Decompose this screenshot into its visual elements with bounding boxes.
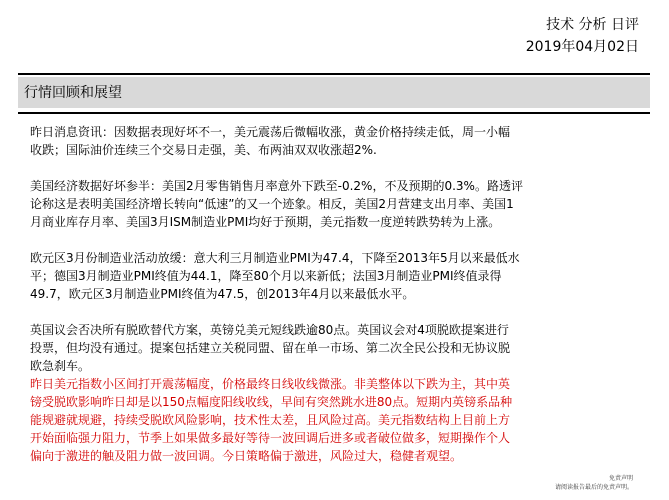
report-body [30,123,632,465]
section-title: 行情回顾和展望 [24,85,122,101]
news-paragraph: 昨日消息资讯：因数据表现好坏不一，美元震荡后微幅收涨，黄金价格持续走低，周一小幅 收跌；国际油价连续三个交易日走强，美、布两油双双收涨超2%. [30,125,511,157]
section-bottom-rule [18,112,650,114]
disclaimer-note [555,474,633,492]
us-economy-paragraph: 美国经济数据好坏参半：美国2月零售销售月率意外下跌至-0.2%，不及预期的0.3%。路透评 论称这是表明美国经济增长转向“低速”的又一个迹象。相反，美国2月营建支出月率、美国1 月商业库存月率、美国3月ISM制造业PMI均好于预期，美元指数一度逆转跌势转为上涨。 [30,179,523,229]
report-type: 技术 分析 日评 [546,17,639,33]
disclaimer-title: 免责声明 [608,475,633,482]
report-header [526,14,639,58]
eurozone-pmi-paragraph: 欧元区3月份制造业活动放缓：意大利三月制造业PMI为47.4，下降至2013年5月以来最低水 平；德国3月制造业PMI终值为44.1，降至80个月以来新低；法国3月制造业PMI终值录得 49.7，欧元区3月制造业PMI终值为47.5，创2013年4月以来最低水平。 [30,251,520,301]
strategy-paragraph: 昨日美元指数小区间打开震荡幅度，价格最终日线收线微涨。非美整体以下跌为主，其中英 镑受脱欧影响昨日却是以150点幅度阳线收线，早间有突然跳水进80点。短期内英镑系品种 能规避就规避，持续受脱欧风险影响，技术性太差，且风险过高。美元指数结构上目前上方 开始面临强力阻力，节季上如果做多最好等待一波回调后进多或者破位做多，短期操作个人 偏向于激进的触及阻力做一波回调。今日策略偏于激进，风险过大，稳健者观望。 [30,377,513,463]
section-header-bar [18,77,650,108]
report-date: 2019年04月02日 [525,39,639,55]
brexit-paragraph: 英国议会否决所有脱欧替代方案，英镑兑美元短线跌逾80点。英国议会对4项脱欧提案进行 投票，但均没有通过。提案包括建立关税同盟、留在单一市场、第二次全民公投和无协议脱 欧急刹车。 [30,323,511,373]
disclaimer-text: 请阅读报告最后的免责声明。 [554,484,633,491]
section-top-rule [18,73,650,75]
